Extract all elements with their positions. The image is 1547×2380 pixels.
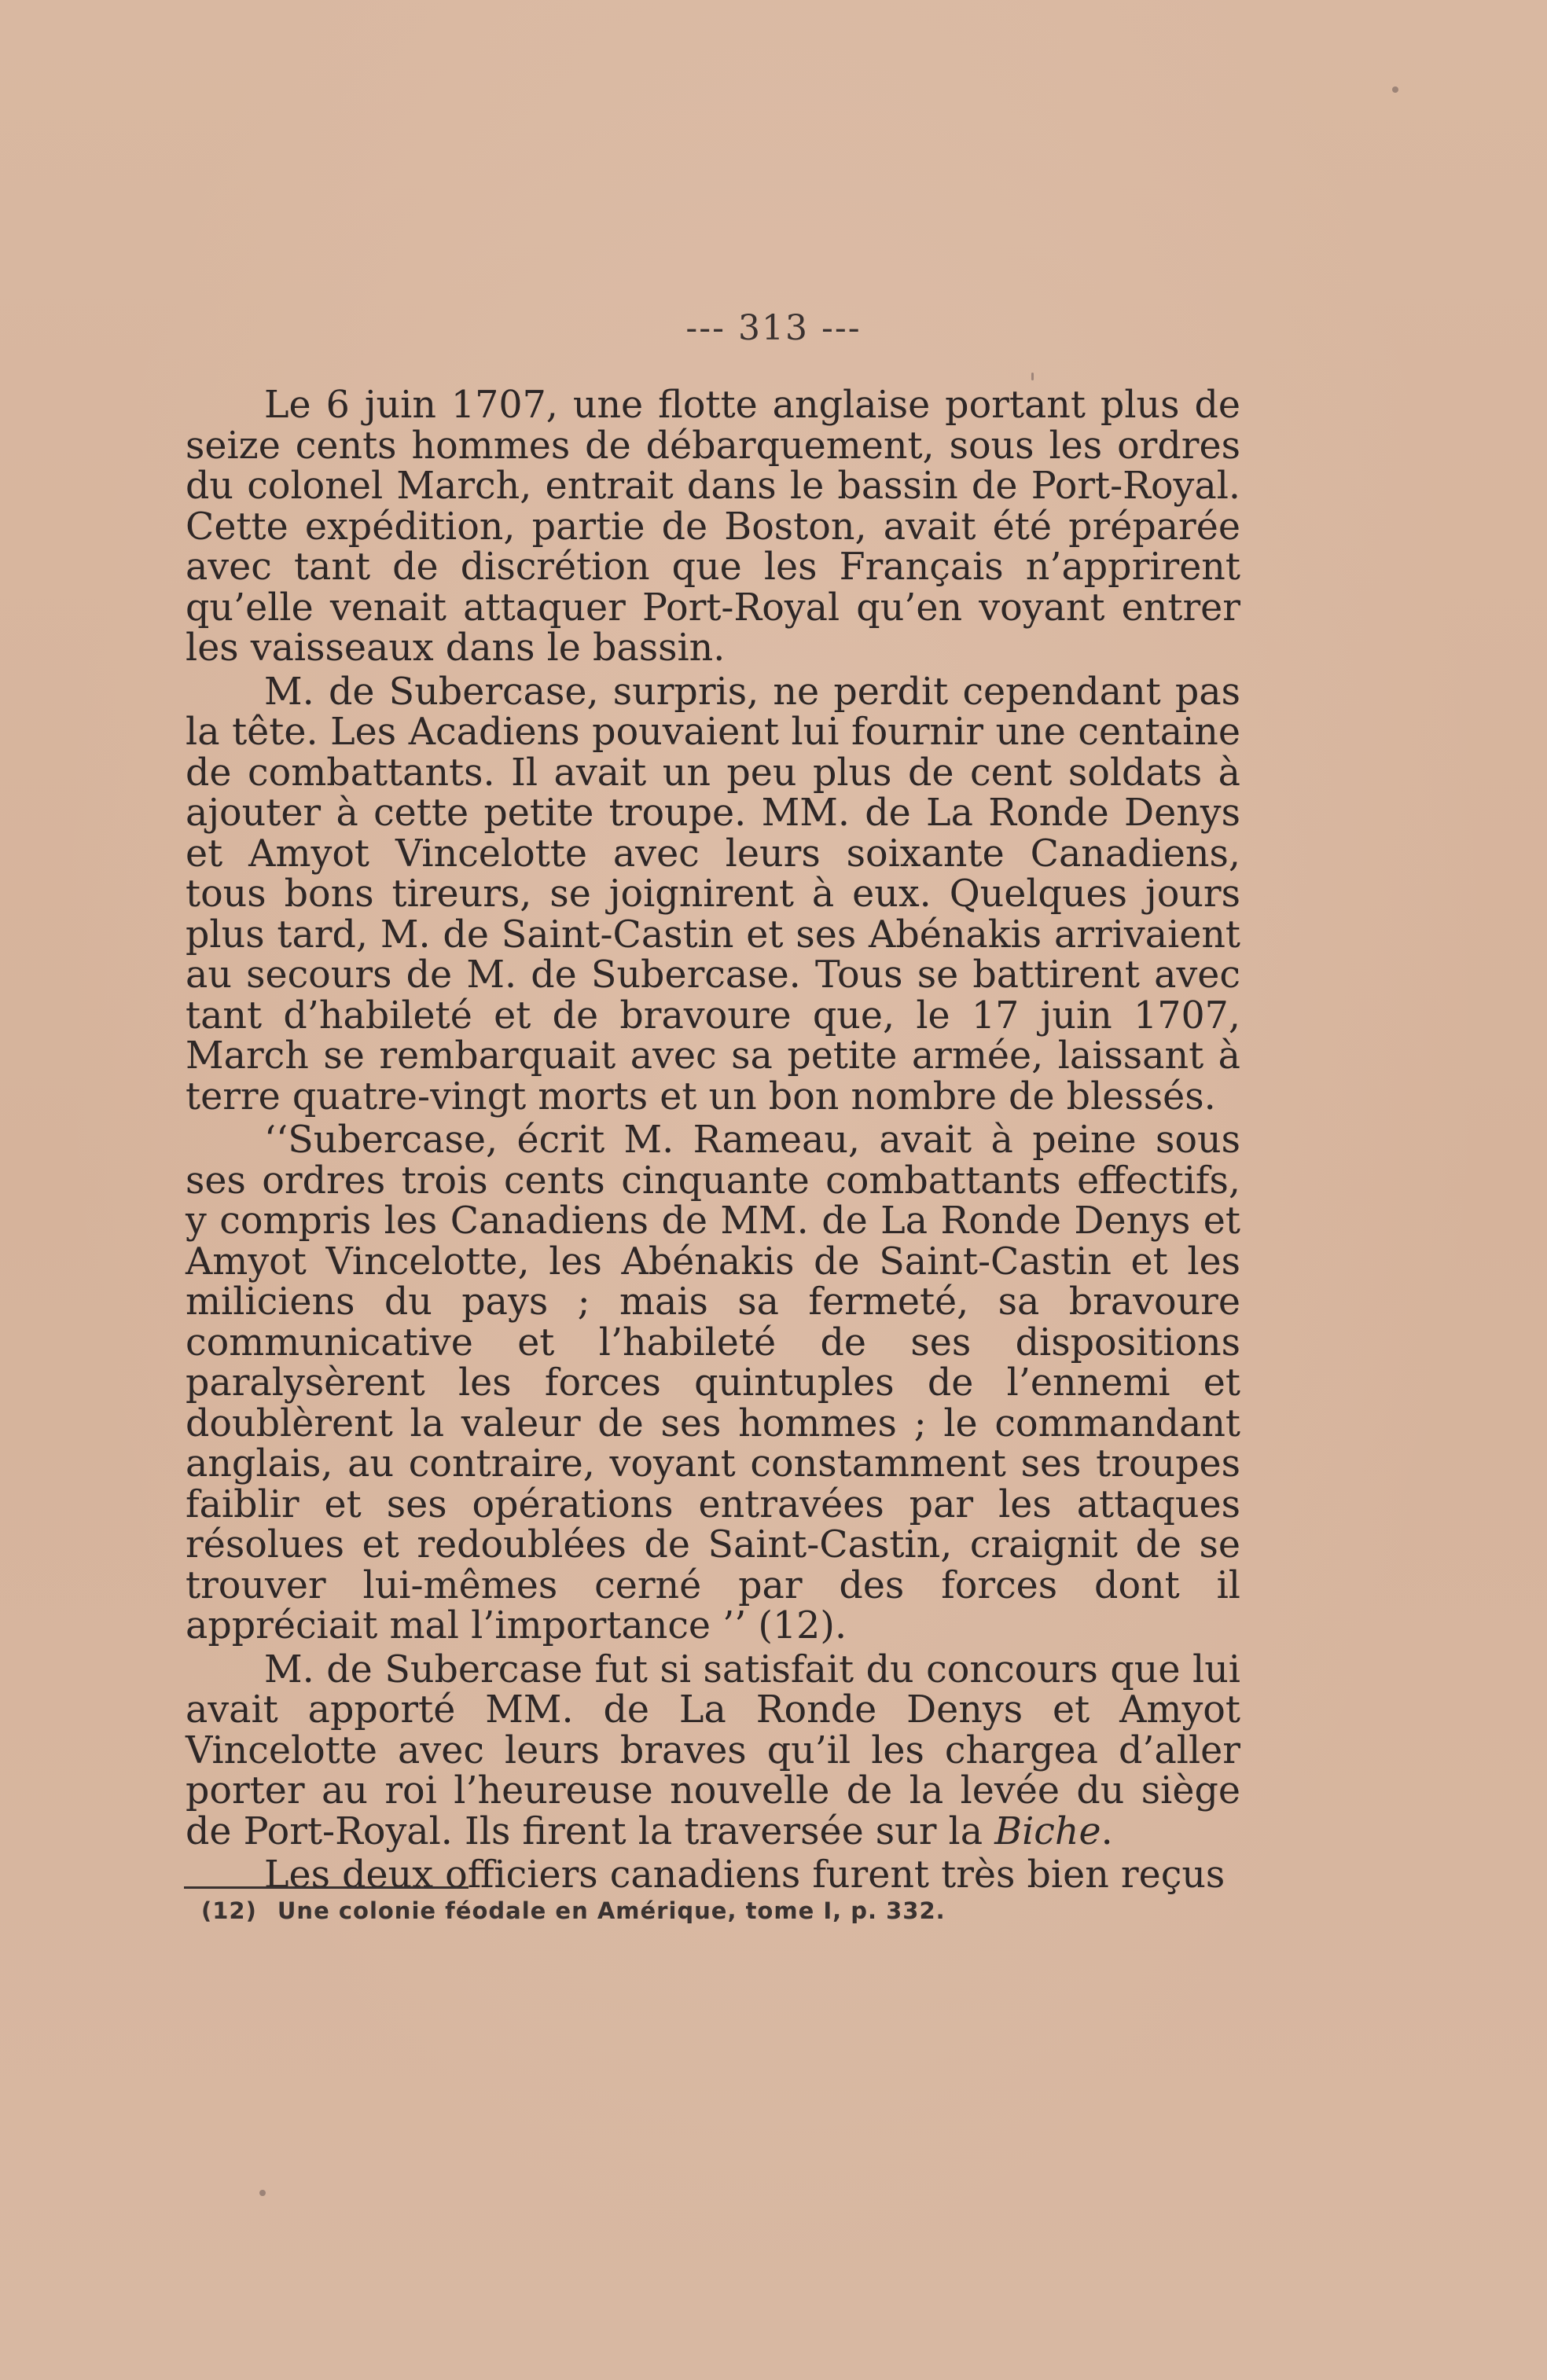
paragraph-2: M. de Subercase, surpris, ne perdit cependant pas la tête. Les Acadiens pouvaient lui fournir une centaine de combattants. Il avait un peu plus de cent soldats à ajouter à cette petite troupe. MM. de La Ronde Denys et Amyot Vincelotte avec leurs soixante Canadiens, tous bons tireurs, se joignirent à eux. Quelques jours plus tard, M. de Saint-Castin et ses Abénakis arrivaient au secours de M. de Subercase. Tous se battirent avec tant d’habileté et de bravoure que, le 17 juin 1707, March se rembarquait avec sa petite armée, laissant à terre quatre-vingt morts et un bon nombre de blessés. <box>186 670 1240 1118</box>
footnote-text: Une colonie féodale en Amérique, tome I, p. 332. <box>277 1897 946 1924</box>
paper-speck <box>1031 373 1034 380</box>
page-number: --- 313 --- <box>685 308 862 348</box>
paragraph-4-text: M. de Subercase fut si satisfait du concours que lui avait apporté MM. de La Ronde Denys et Amyot Vincelotte avec leurs braves qu’il les chargea d’aller porter au roi l’heureuse nouvelle de la levée du siège de Port-Royal. Ils firent la traversée sur la <box>186 1647 1240 1853</box>
body-text <box>186 385 1240 1896</box>
ship-name: Biche <box>994 1809 1101 1853</box>
footnote-number: (12) <box>201 1897 257 1924</box>
footnote-divider <box>184 1886 469 1889</box>
paper-speck <box>1392 86 1398 93</box>
paragraph-4 <box>186 1647 1240 1853</box>
footnote <box>201 1897 1223 1924</box>
paragraph-3-quotation: ‘‘Subercase, écrit M. Rameau, avait à peine sous ses ordres trois cents cinquante combattants effectifs, y compris les Canadiens de MM. de La Ronde Denys et Amyot Vincelotte, les Abénakis de Saint-Castin et les miliciens du pays ; mais sa fermeté, sa bravoure communicative et l’habileté de ses dispositions paralysèrent les forces quintuples de l’ennemi et doublèrent la valeur de ses hommes ; le commandant anglais, au contraire, voyant constamment ses troupes faiblir et ses opérations entravées par les attaques résolues et redoublées de Saint-Castin, craignit de se trouver lui-mêmes cerné par des forces dont il appréciait mal l’importance ’’ (12). <box>186 1118 1240 1647</box>
paper-speck <box>259 2190 266 2196</box>
ship-name-period: . <box>1101 1809 1113 1853</box>
paragraph-1: Le 6 juin 1707, une flotte anglaise portant plus de seize cents hommes de débarquement, sous les ordres du colonel March, entrait dans le bassin de Port-Royal. Cette expédition, partie de Boston, avait été préparée avec tant de discrétion que les Français n’apprirent qu’elle venait attaquer Port-Royal qu’en voyant entrer les vaisseaux dans le bassin. <box>186 384 1240 670</box>
paragraph-5: Les deux officiers canadiens furent très bien reçus <box>264 1853 1225 1897</box>
